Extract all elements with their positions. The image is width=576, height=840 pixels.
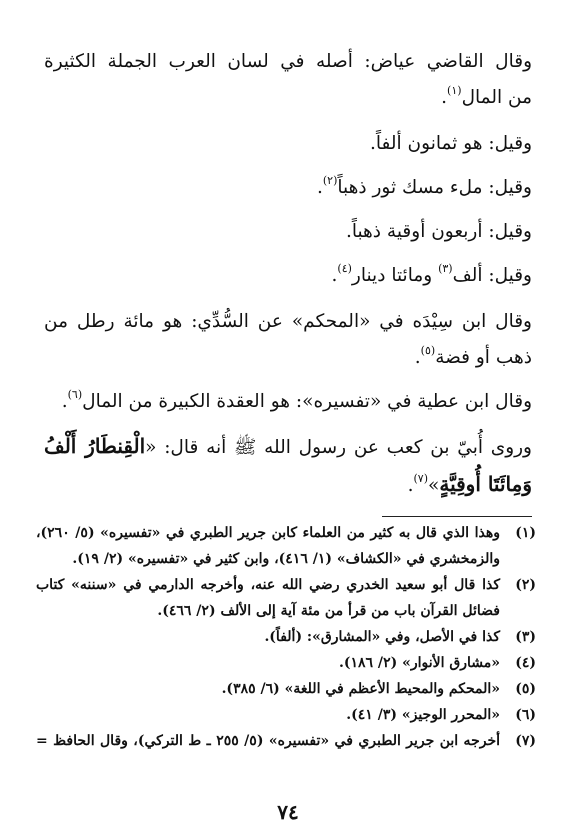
footnote-separator [382,516,532,517]
footnote-6 [36,702,536,728]
footnote-number: (٤) [515,655,536,671]
footnote-1 [36,520,536,572]
paragraph-text: . [414,347,421,368]
footnote-line: «مشارق الأنوار» (٢/ ١٨٦). [339,655,500,671]
paragraph-text: وقال ابن عطية في «تفسيره»: هو العقدة الكبيرة من المال [82,391,532,412]
paragraph-text: من المال [461,87,532,108]
footnote-number: (٢) [515,577,536,593]
paragraph-line [44,428,532,466]
footnote-line: كذا قال أبو سعيد الخدري رضي الله عنه، وأخرجه الدارمي في «سننه» كتاب [36,577,500,593]
paragraph-line [44,340,532,376]
footnote-ref[interactable]: (٣) [438,262,453,275]
hadith-quote: وَمِائَتَا أُوقِيَّةٍ [439,472,532,496]
paragraph-line [44,384,532,420]
footnote-number: (٥) [515,681,536,697]
paragraph-line [44,170,532,206]
footnote-line: «المحكم والمحيط الأعظم في اللغة» (٦/ ٣٨٥). [221,681,500,697]
paragraph-qadi-iyad [44,44,532,116]
footnote-2 [36,572,536,624]
paragraph-eighty-thousand [44,126,532,162]
footnote-ref[interactable]: (٥) [420,344,436,357]
paragraph-line [44,80,532,116]
paragraph-text: . [407,475,414,496]
footnote-ref[interactable]: (٦) [67,388,83,401]
paragraph-text: . [61,391,68,412]
footnote-ref[interactable]: (٢) [322,174,338,187]
paragraph-text: . [441,87,448,108]
paragraph-text: وقيل: ألف [452,265,532,286]
footnote-ref[interactable]: (٧) [413,472,429,485]
paragraph-ox-hide [44,170,532,206]
footnote-7 [36,728,536,754]
paragraph-ibn-atiyya [44,384,532,420]
footnote-line: وهذا الذي قال به كثير من العلماء كابن جرير الطبري في «تفسيره» (٥/ ٢٦٠)، [36,525,500,541]
footnotes [36,520,536,754]
paragraph-line: وقال القاضي عياض: أصله في لسان العرب الجملة الكثيرة [44,51,532,72]
footnote-line: أخرجه ابن جرير الطبري في «تفسيره» (٥/ ٢٥٥ ـ ط التركي)، وقال الحافظ = [36,733,500,749]
paragraph-text: وروى أُبيّ بن كعب عن رسول الله ﷺ أنه قال: « [145,437,532,458]
footnote-line: «المحرر الوجيز» (٣/ ٤١). [346,707,500,723]
paragraph-line: وقال ابن سِيْدَه في «المحكم» عن السُّدِّي: هو مائة رطل من [44,311,532,332]
paragraph-ubayy-hadith [44,428,532,504]
paragraph-line [44,466,532,504]
footnote-5 [36,676,536,702]
paragraph-forty-ounces [44,214,532,250]
paragraph-line [44,258,532,294]
hadith-quote: الْقِنطَارُ أَلْفُ [44,434,146,458]
paragraph-text: ومائتا دينار [351,265,439,286]
paragraph-line: وقيل: أربعون أوقية ذهباً. [345,221,532,242]
paragraph-ibn-sidah [44,304,532,376]
footnote-ref[interactable]: (٤) [337,262,352,275]
footnote-number: (٦) [515,707,536,723]
footnote-ref[interactable]: (١) [447,84,462,97]
footnote-line: كذا في الأصل، وفي «المشارق»: (ألفاً). [264,629,500,645]
footnote-number: (٧) [515,733,536,749]
paragraph-text: . [331,265,338,286]
paragraph-text: » [428,475,440,496]
paragraph-line: وقيل: هو ثمانون ألفاً. [370,133,532,154]
paragraph-text: ذهب أو فضة [435,347,532,368]
paragraph-text: . [316,177,323,198]
footnote-number: (١) [515,525,536,541]
paragraph-thousand-dinar [44,258,532,294]
footnote-number: (٣) [515,629,536,645]
footnote-4 [36,650,536,676]
paragraph-text: وقيل: ملء مسك ثور ذهباً [337,177,532,198]
footnote-3 [36,624,536,650]
footnote-line: والزمخشري في «الكشاف» (١/ ٤١٦)، وابن كثير في «تفسيره» (٢/ ١٩). [72,551,500,567]
page-number: ٧٤ [277,800,299,824]
footnote-line: فضائل القرآن باب من قرأ من مئة آية إلى الألف (٢/ ٤٦٦). [157,603,500,619]
